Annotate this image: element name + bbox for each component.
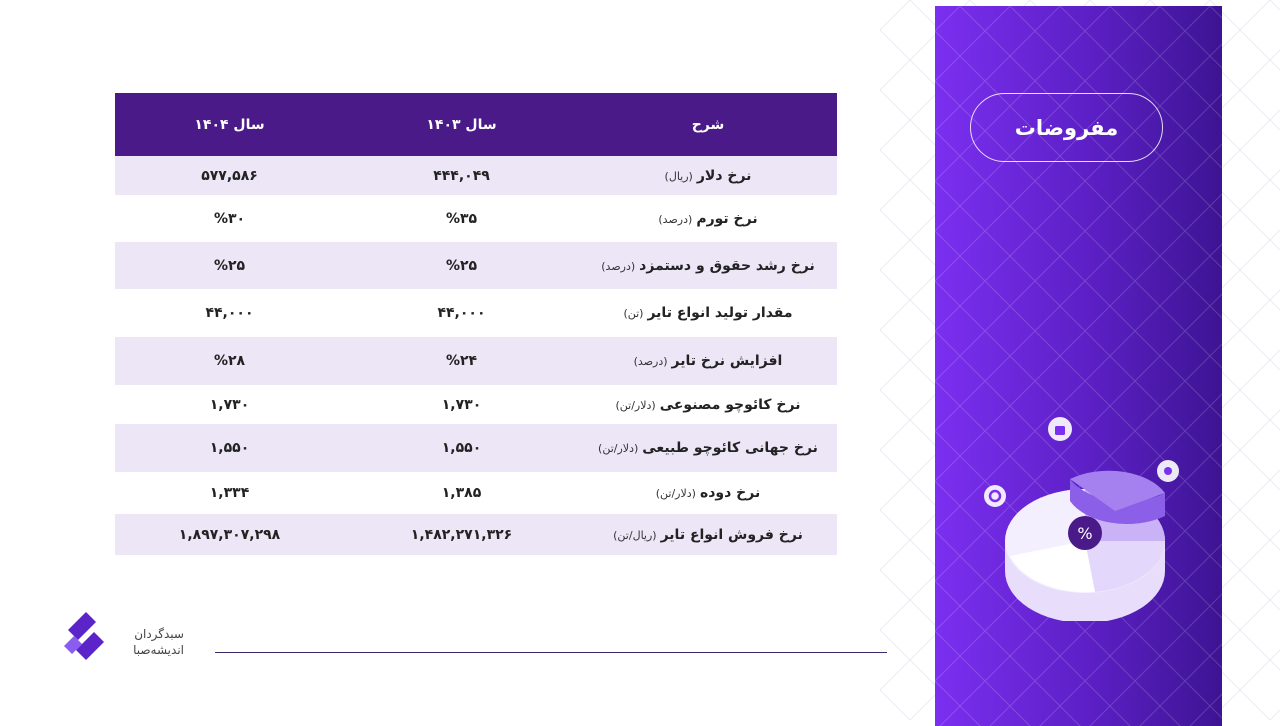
- table-row: [115, 424, 837, 472]
- table-row: [115, 472, 837, 514]
- row-label-cell: [579, 337, 837, 385]
- value-1404: ۵۷۷,۵۸۶: [115, 156, 344, 195]
- value-1404: %۲۸: [115, 337, 344, 385]
- value-1404: ۱,۳۳۴: [115, 472, 344, 514]
- table-row: [115, 337, 837, 385]
- table-row: [115, 242, 837, 289]
- value-1403: ۱,۴۸۲,۲۷۱,۳۲۶: [344, 514, 579, 555]
- table-row: [115, 289, 837, 337]
- value-1403: ۱,۵۵۰: [344, 424, 579, 472]
- row-label-cell: [579, 514, 837, 555]
- page-title: مفروضات: [970, 93, 1163, 162]
- table-header-row: [115, 93, 837, 156]
- row-label: نرخ کائوچو مصنوعی: [659, 396, 801, 413]
- value-1404: %۲۵: [115, 242, 344, 289]
- value-1403: %۲۴: [344, 337, 579, 385]
- row-unit: (دلار/تن): [655, 487, 696, 500]
- table-row: [115, 514, 837, 555]
- value-1403: %۳۵: [344, 195, 579, 242]
- row-unit: (درصد): [601, 259, 636, 273]
- table-row: [115, 156, 837, 195]
- row-label-cell: [579, 289, 837, 337]
- value-1403: %۲۵: [344, 242, 579, 289]
- value-1404: ۱,۷۳۰: [115, 385, 344, 424]
- row-unit: (ریال/تن): [613, 528, 657, 542]
- row-label: نرخ تورم: [696, 210, 758, 227]
- header-year-1404: سال ۱۴۰۴: [115, 93, 344, 156]
- value-1403: ۱,۷۳۰: [344, 385, 579, 424]
- footer-divider: [215, 652, 887, 653]
- row-label: نرخ فروش انواع تایر: [660, 526, 803, 543]
- row-unit: (درصد): [633, 355, 668, 368]
- table-row: [115, 385, 837, 424]
- header-year-1403: سال ۱۴۰۳: [344, 93, 579, 156]
- row-unit: (تن): [623, 307, 644, 320]
- row-unit: (درصد): [658, 212, 693, 226]
- value-1404: ۱,۵۵۰: [115, 424, 344, 472]
- row-unit: (دلار/تن): [598, 442, 639, 455]
- table-row: [115, 195, 837, 242]
- value-1403: ۴۴,۰۰۰: [344, 289, 579, 337]
- side-panel: [935, 6, 1222, 726]
- row-label-cell: [579, 242, 837, 289]
- row-unit: (دلار/تن): [615, 398, 656, 412]
- svg-text:%: %: [1077, 524, 1093, 543]
- row-label: افزایش نرخ تایر: [671, 353, 783, 369]
- row-label-cell: [579, 472, 837, 514]
- value-1403: ۴۴۴,۰۴۹: [344, 156, 579, 195]
- row-label-cell: [579, 424, 837, 472]
- row-unit: (ریال): [664, 169, 693, 183]
- value-1403: ۱,۳۸۵: [344, 472, 579, 514]
- row-label: نرخ جهانی کائوچو طبیعی: [642, 440, 818, 456]
- value-1404: ۴۴,۰۰۰: [115, 289, 344, 337]
- row-label-cell: [579, 156, 837, 195]
- chart-illustration-icon: [975, 401, 1185, 621]
- brand-name: [112, 626, 184, 658]
- header-description: شرح: [579, 93, 837, 156]
- brand-logo-icon: [62, 610, 110, 662]
- brand-line-1: سبدگردان: [134, 627, 184, 641]
- value-1404: ۱,۸۹۷,۳۰۷,۲۹۸: [115, 514, 344, 555]
- brand-line-2: اندیشه‌صبا: [133, 643, 184, 657]
- row-label-cell: [579, 195, 837, 242]
- row-label: نرخ رشد حقوق و دستمزد: [639, 257, 815, 274]
- row-label: نرخ دوده: [699, 485, 761, 501]
- row-label: مقدار تولید انواع تایر: [647, 305, 793, 321]
- row-label-cell: [579, 385, 837, 424]
- value-1404: %۳۰: [115, 195, 344, 242]
- assumptions-table: [115, 93, 837, 555]
- row-label: نرخ دلار: [696, 167, 752, 184]
